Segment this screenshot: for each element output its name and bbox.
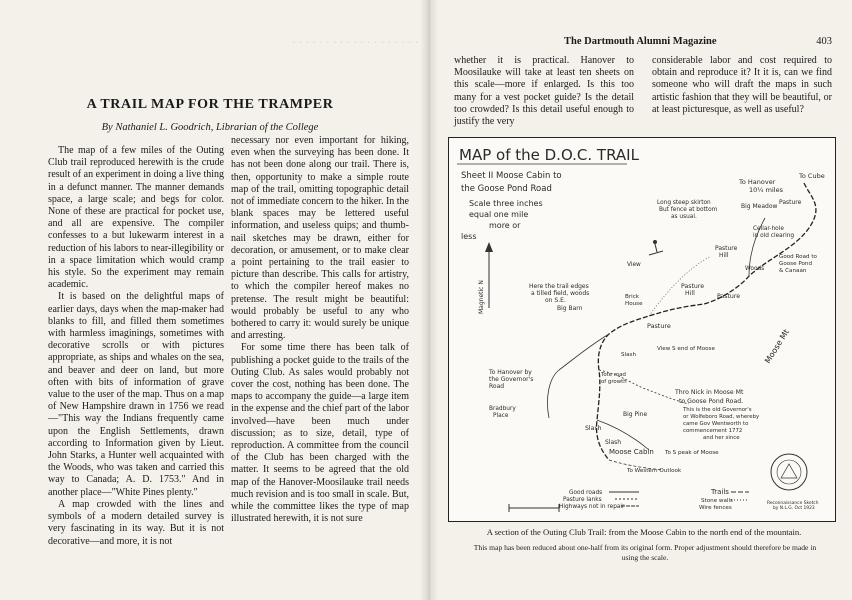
label-to-hanover: To Hanover 10¼ miles [739, 178, 783, 194]
column-1 [48, 145, 224, 548]
label-pasture-low: Pasture [647, 322, 671, 330]
column-4 [652, 55, 832, 116]
page-number: 403 [816, 36, 832, 47]
paragraph: For some time there has been talk of publishing a pocket guide to the trails of the Outing Club. As sales would probably not cover the cost, nothing has been done. The maps to accompany the guide—a large item in the expense and the chief part of the labor involved—have been much under discussion; as to size, detail, type of reproduction. A committee from the council of the Club has been charged with the matter. It seems to be agreed that the old map of the Hanover-Moosilauke trail needs much revision and is too small in scale. But, while the committee likes the type of map illustrated herewith, it is not sure [231, 342, 409, 525]
scale-bar [509, 504, 559, 512]
byline: By Nathaniel L. Goodrich, Librarian of the College [101, 122, 319, 133]
page-gutter [420, 0, 438, 600]
trail-map-figure [448, 137, 836, 522]
label-view: View [627, 262, 641, 268]
doc-seal [771, 454, 807, 490]
column-2 [231, 135, 409, 526]
label-to-hanover-gov: To Hanover by the Governor's Road [489, 369, 534, 390]
paragraph: A map crowded with the lines and symbols of a modern detailed survey is very fascinating in its way. But it is not decorative—and more, it is not [48, 498, 224, 547]
label-recon: Reconnaissance Sketch by N.L.G. Oct 1923 [767, 501, 819, 511]
magazine-title: The Dartmouth Alumni Magazine [564, 36, 717, 47]
map-title: MAP of the D.O.C. TRAIL [459, 146, 639, 164]
label-pasture-top: Pasture [779, 199, 802, 206]
label-pasture-hill: Pasture Hill [715, 245, 738, 259]
label-long-steep: Long steep skirton But fence at bottom as usual. [657, 200, 718, 220]
label-big-pine: Big Pine [623, 411, 648, 418]
label-s-peak: To S peak of Moose [665, 450, 719, 456]
label-brick-house: Brick House [625, 294, 643, 307]
figure-caption: A section of the Outing Club Trail: from the Moose Cabin to the north end of the mountain. [486, 527, 802, 537]
label-moose-mt: Moose Mt [763, 327, 792, 366]
svg-text:Good roadsPasture lanksHighway: Good roads Pasture lanks Highways not in repair [559, 490, 625, 510]
skier-sketch [649, 240, 663, 255]
label-woods: Woods [745, 266, 765, 272]
map-magnetic-label: Magnetic N [478, 280, 485, 314]
paragraph: It is based on the delightful maps of earlier days, days when the map-maker had blanks to fill, and filled them sometimes with harmless imaginings, sometimes with decorative scrolls or with pictures appropriate, as ships and whales on the sea, and beaver and deer on land, but more often with bits of information of grave value to the user of the map. Thus on a map of New Hampshire drawn in 1756 we read—"This way the Indians frequently came upon the English Settlements, drawn according to Information given by Lieut. John Starks, a Hunter well acquainted with the Woods, who was taken and carried this way to Canada; A. D. 1753." And in another place—"White Pines plenty." [48, 291, 224, 498]
paragraph: The map of a few miles of the Outing Club trail reproduced herewith is the crude result of an experiment in doing a live thing in a defunct manner. The manner demands space, a large scale; and begs for color. None of these are practical for pocket use, and all are expensive. The compiler confesses to a but lukewarm interest in a reduction of his labors to near-illegibility or in a space limitation which would cramp his style. So the experiment may remain academic. [48, 145, 224, 291]
label-tote-road: Tote road of growth [601, 372, 627, 385]
label-view-moose: View S end of Moose [657, 346, 715, 352]
map-sheet-label: Sheet II Moose Cabin to the Goose Pond Road [461, 171, 562, 194]
label-western-outlook: To Western Outlook [627, 468, 682, 474]
article-title: A TRAIL MAP FOR THE TRAMPER [86, 97, 334, 112]
column-3 [454, 55, 634, 128]
label-tilled-field: Here the trail edges a tilled field, woods on S.E. [529, 283, 590, 304]
label-big-barn: Big Barn [557, 305, 583, 312]
paragraph: necessary nor even important for hiking, even when the surveying has been done. It has not been done along our trail. There is, then, opportunity to make a simple route map of the trail, omitting topographic detail not of immediate concern to the hiker. In the blank spaces may be lettered useful information, and useless quips; and thumb-nail sketches may be drawn, either for decoration, or amusement, or to make clear a point pertaining to the trail easier to picture than describe. This calls for artistry, to which the compiler hereof makes no pretense. The result might be beautiful: would probably be useful to any who bothered to carry it: would surely be unique and arresting. [231, 135, 409, 342]
label-moose-cabin: Moose Cabin [609, 448, 654, 456]
trail-map-drawing [449, 138, 835, 521]
label-goose-pond: Good Road to Goose Pond & Canaan [779, 254, 817, 274]
map-scale-note: Scale three inches equal one mile more or less [461, 199, 543, 241]
label-pasture-mid: Pasture [717, 293, 741, 300]
label-slash-mid: Slash [585, 425, 602, 432]
paragraph: whether it is practical. Hanover to Moosilauke will take at least ten sheets on this scale—more if enlarged. Is this too many for a vest pocket guide? Is the detail too crowded? Is this detail useful enough to justify the very [454, 55, 634, 128]
label-thro-nick: Thro Nick in Moose Mt to Goose Pond Road. This is the old Governor's or Wolfeboro Road, whereby came Gov Wentworth to commencement 1772 and her since [675, 389, 760, 441]
label-slash-low: Slash [605, 439, 622, 446]
label-big-meadow: Big Meadow [741, 203, 778, 210]
label-pasture-hill2: Pasture Hill [681, 283, 705, 297]
map-legend [559, 488, 749, 511]
svg-text:Trails: Trails [711, 488, 729, 496]
running-header [454, 36, 832, 50]
svg-text:Stone wallsWire fences: Stone walls Wire fences [699, 498, 733, 511]
show-through-text: · · · · · · · · · · · · · · · · · · · [292, 38, 419, 49]
label-cellar-hole: Cellar-hole in old clearing [753, 226, 795, 239]
paragraph: considerable labor and cost required to obtain and reproduce it? It it is, can we find someone who will draft the maps in such artistic fashion that they will be beautiful, or at least picturesque, as well as useful? [652, 55, 832, 115]
label-slash-top: Slash [621, 352, 636, 358]
label-to-cube: To Cube [799, 172, 825, 180]
label-bradbury: Bradbury Place [489, 406, 516, 419]
figure-note: This map has been reduced about one-half from its original form. Proper adjustment should therefore be made in using the scale. [473, 543, 817, 562]
